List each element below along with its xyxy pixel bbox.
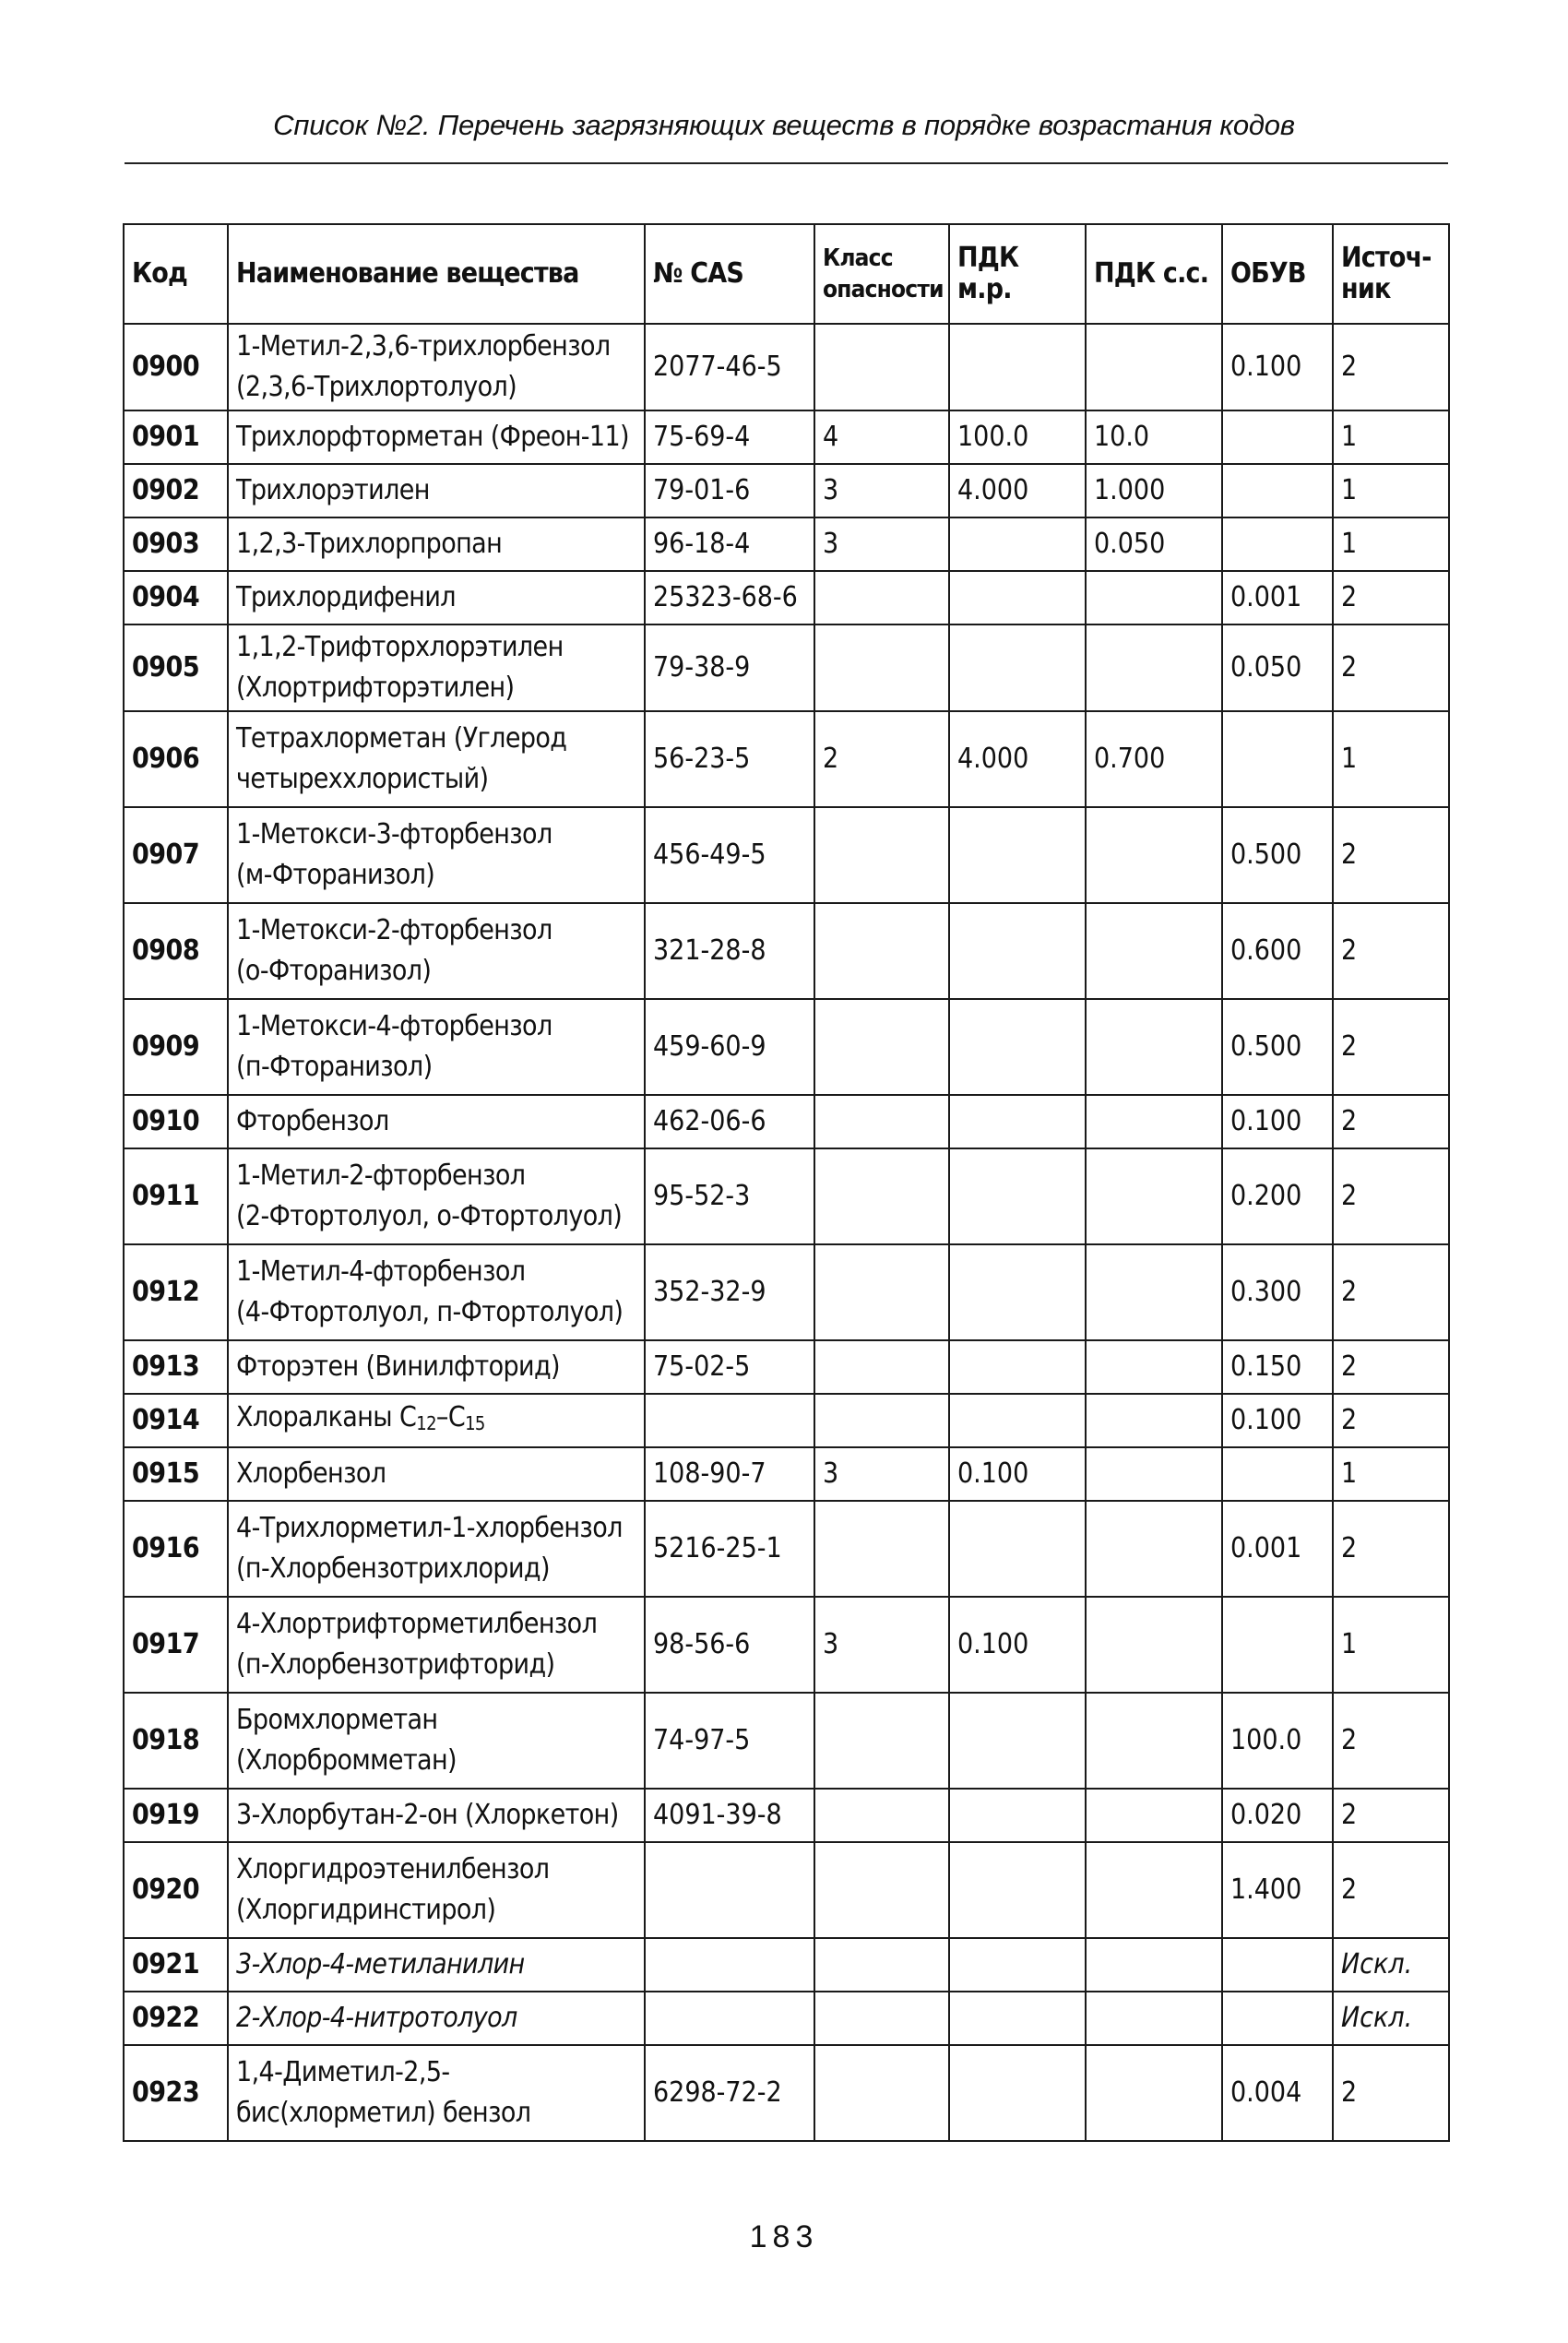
table-row [124,1394,1449,1447]
table-row [124,410,1449,464]
cell-name [228,1244,645,1340]
cell-obuv: 0.020 [1222,1789,1333,1842]
name-line2: (Хлорбромметан) [236,1744,457,1777]
table-header-row [124,224,1449,324]
cell-code: 0912 [124,1244,228,1340]
cell-hazard-class [814,1394,949,1447]
cell-source: 2 [1333,1842,1449,1938]
subscript: 12 [416,1412,436,1434]
cell-name [228,517,645,571]
cell-name [228,1992,645,2045]
cell-pdk-mr [949,324,1086,410]
header-hazard-class-line1: Класс [823,244,893,272]
header-hazard-class-line2: опасности [823,276,944,303]
cell-source: 2 [1333,1148,1449,1244]
cell-pdk-mr [949,1992,1086,2045]
cell-pdk-mr [949,1501,1086,1597]
table-row [124,903,1449,999]
cell-cas: 75-02-5 [645,1340,814,1394]
cell-pdk-ss [1086,1095,1222,1148]
name-line1: Трихлордифенил [236,581,456,613]
table-row [124,624,1449,711]
name-line2: четыреххлористый) [236,763,489,795]
cell-cas: 459-60-9 [645,999,814,1095]
header-obuv: ОБУВ [1222,224,1333,324]
header-rule [125,162,1448,164]
name-line1: 2-Хлор-4-нитротолуол [236,2002,517,2034]
cell-pdk-mr: 0.100 [949,1447,1086,1501]
cell-pdk-ss [1086,1148,1222,1244]
table-row [124,517,1449,571]
name-line2: (м-Фторанизол) [236,859,435,891]
cell-pdk-ss: 1.000 [1086,464,1222,517]
cell-name [228,807,645,903]
cell-cas: 96-18-4 [645,517,814,571]
cell-cas: 25323-68-6 [645,571,814,624]
cell-name [228,1842,645,1938]
cell-name [228,1447,645,1501]
cell-source: 1 [1333,517,1449,571]
cell-source: 1 [1333,1447,1449,1501]
cell-name [228,1789,645,1842]
cell-obuv: 0.050 [1222,624,1333,711]
name-line1: 1-Метил-2,3,6-трихлорбензол [236,330,611,363]
cell-code: 0914 [124,1394,228,1447]
cell-source: Искл. [1333,1938,1449,1992]
cell-source: 2 [1333,1693,1449,1789]
cell-cas: 4091-39-8 [645,1789,814,1842]
cell-obuv [1222,1992,1333,2045]
cell-obuv: 0.100 [1222,1394,1333,1447]
name-line2: (Хлоргидринстирол) [236,1894,496,1926]
cell-pdk-mr [949,624,1086,711]
cell-name [228,1597,645,1693]
cell-cas: 456-49-5 [645,807,814,903]
cell-code: 0900 [124,324,228,410]
name-line1: 4-Хлортрифторметилбензол [236,1608,598,1640]
cell-pdk-ss [1086,1501,1222,1597]
header-pdk-ss: ПДК с.с. [1086,224,1222,324]
cell-pdk-mr [949,1148,1086,1244]
cell-code: 0920 [124,1842,228,1938]
cell-source: 2 [1333,1095,1449,1148]
cell-code: 0917 [124,1597,228,1693]
cell-obuv [1222,410,1333,464]
cell-obuv: 0.500 [1222,999,1333,1095]
cell-cas: 74-97-5 [645,1693,814,1789]
cell-source: 2 [1333,624,1449,711]
name-line1 [236,1397,636,1444]
table-row [124,807,1449,903]
cell-source: 2 [1333,1501,1449,1597]
cell-obuv: 1.400 [1222,1842,1333,1938]
cell-name [228,1693,645,1789]
cell-name [228,999,645,1095]
cell-hazard-class [814,1095,949,1148]
cell-code: 0923 [124,2045,228,2141]
table-row [124,1447,1449,1501]
cell-pdk-mr [949,571,1086,624]
cell-pdk-ss [1086,624,1222,711]
cell-code: 0911 [124,1148,228,1244]
cell-name [228,410,645,464]
cell-pdk-ss [1086,1693,1222,1789]
cell-name [228,903,645,999]
name-line1: Бромхлорметан [236,1704,438,1736]
table-row [124,1340,1449,1394]
cell-pdk-mr [949,1789,1086,1842]
name-line1: 1-Метил-2-фторбензол [236,1160,526,1192]
cell-source: 2 [1333,1789,1449,1842]
table-row [124,1693,1449,1789]
cell-hazard-class [814,1148,949,1244]
cell-pdk-ss [1086,1842,1222,1938]
cell-pdk-mr [949,1340,1086,1394]
cell-cas: 352-32-9 [645,1244,814,1340]
cell-cas: 79-38-9 [645,624,814,711]
name-line2: (о-Фторанизол) [236,955,432,987]
cell-name [228,2045,645,2141]
cell-obuv: 0.500 [1222,807,1333,903]
table-row [124,1148,1449,1244]
cell-hazard-class: 3 [814,464,949,517]
cell-pdk-mr [949,517,1086,571]
table-row [124,1244,1449,1340]
table-row [124,1095,1449,1148]
name-line2: бис(хлорметил) бензол [236,2097,531,2129]
cell-source: 2 [1333,807,1449,903]
name-line2: (2-Фтортолуол, о-Фтортолуол) [236,1200,623,1232]
cell-hazard-class [814,1244,949,1340]
cell-cas: 79-01-6 [645,464,814,517]
table-row [124,571,1449,624]
table-body [124,324,1449,2141]
cell-source: 1 [1333,1597,1449,1693]
cell-pdk-mr [949,1938,1086,1992]
cell-source: 1 [1333,464,1449,517]
page-number: 183 [749,2219,819,2254]
cell-hazard-class: 3 [814,1597,949,1693]
cell-pdk-mr [949,999,1086,1095]
cell-pdk-ss [1086,571,1222,624]
cell-name [228,1148,645,1244]
cell-source: 2 [1333,903,1449,999]
table-row [124,999,1449,1095]
cell-obuv: 0.150 [1222,1340,1333,1394]
cell-cas: 462-06-6 [645,1095,814,1148]
cell-pdk-ss [1086,1394,1222,1447]
header-cas: № CAS [645,224,814,324]
cell-pdk-ss [1086,1244,1222,1340]
cell-name [228,1340,645,1394]
cell-cas: 98-56-6 [645,1597,814,1693]
cell-pdk-ss [1086,1597,1222,1693]
cell-code: 0919 [124,1789,228,1842]
cell-source: Искл. [1333,1992,1449,2045]
table-row [124,324,1449,410]
cell-hazard-class: 3 [814,1447,949,1501]
cell-pdk-mr [949,903,1086,999]
cell-source: 2 [1333,2045,1449,2141]
cell-cas: 56-23-5 [645,711,814,807]
cell-name [228,1095,645,1148]
cell-source: 2 [1333,1244,1449,1340]
name-line1: 4-Трихлорметил-1-хлорбензол [236,1512,623,1544]
cell-pdk-mr: 0.100 [949,1597,1086,1693]
cell-pdk-ss [1086,1938,1222,1992]
header-hazard-class [814,224,949,324]
pollutants-table [123,223,1450,2142]
cell-name [228,624,645,711]
cell-hazard-class: 4 [814,410,949,464]
cell-code: 0904 [124,571,228,624]
name-line1: Фторэтен (Винилфторид) [236,1350,560,1383]
cell-pdk-ss: 10.0 [1086,410,1222,464]
name-text: Хлоралканы С [236,1401,417,1433]
cell-obuv: 0.001 [1222,571,1333,624]
table-row [124,1597,1449,1693]
cell-name [228,711,645,807]
cell-cas: 95-52-3 [645,1148,814,1244]
table-row [124,1501,1449,1597]
cell-hazard-class [814,2045,949,2141]
cell-hazard-class [814,1992,949,2045]
header-name: Наименование вещества [228,224,645,324]
cell-hazard-class [814,999,949,1095]
header-pdk-mr: ПДК м.р. [949,224,1086,324]
table-row [124,2045,1449,2141]
cell-cas [645,1938,814,1992]
cell-pdk-mr: 100.0 [949,410,1086,464]
cell-obuv: 0.001 [1222,1501,1333,1597]
cell-name [228,1938,645,1992]
cell-code: 0906 [124,711,228,807]
cell-name [228,571,645,624]
cell-source: 1 [1333,711,1449,807]
name-line2: (4-Фтортолуол, п-Фтортолуол) [236,1296,624,1328]
cell-code: 0922 [124,1992,228,2045]
cell-pdk-ss: 0.050 [1086,517,1222,571]
name-line2: (2,3,6-Трихлортолуол) [236,371,517,403]
cell-cas [645,1842,814,1938]
name-line1: 1-Метокси-4-фторбензол [236,1010,552,1042]
name-text: –С [435,1401,466,1433]
name-line2: (п-Хлорбензотрихлорид) [236,1552,550,1585]
cell-name [228,1394,645,1447]
cell-pdk-ss [1086,903,1222,999]
cell-code: 0916 [124,1501,228,1597]
cell-pdk-ss [1086,807,1222,903]
cell-hazard-class [814,807,949,903]
cell-code: 0902 [124,464,228,517]
name-line2: (п-Хлорбензотрифторид) [236,1648,555,1681]
cell-name [228,464,645,517]
cell-source: 1 [1333,410,1449,464]
name-line1: Трихлорфторметан (Фреон-11) [236,421,629,453]
cell-pdk-mr [949,1244,1086,1340]
cell-pdk-mr [949,807,1086,903]
subscript: 15 [465,1412,485,1434]
cell-pdk-ss [1086,999,1222,1095]
cell-pdk-mr [949,1693,1086,1789]
cell-name [228,324,645,410]
cell-obuv: 0.004 [1222,2045,1333,2141]
cell-hazard-class [814,1842,949,1938]
cell-hazard-class [814,903,949,999]
cell-obuv [1222,1447,1333,1501]
cell-pdk-ss [1086,1789,1222,1842]
table-row [124,1842,1449,1938]
cell-pdk-mr: 4.000 [949,711,1086,807]
cell-code: 0907 [124,807,228,903]
cell-pdk-ss [1086,324,1222,410]
cell-cas: 108-90-7 [645,1447,814,1501]
name-line1: 1,2,3-Трихлорпропан [236,528,503,560]
cell-cas [645,1992,814,2045]
cell-pdk-mr [949,2045,1086,2141]
cell-hazard-class [814,1789,949,1842]
cell-obuv [1222,1597,1333,1693]
table-row [124,1938,1449,1992]
cell-source: 2 [1333,999,1449,1095]
cell-obuv [1222,464,1333,517]
cell-hazard-class [814,571,949,624]
cell-cas: 2077-46-5 [645,324,814,410]
table-row [124,711,1449,807]
cell-pdk-mr: 4.000 [949,464,1086,517]
cell-code: 0908 [124,903,228,999]
table-row [124,1789,1449,1842]
cell-hazard-class [814,324,949,410]
name-line2: (Хлортрифторэтилен) [236,672,515,704]
name-line2: (п-Фторанизол) [236,1051,433,1083]
cell-pdk-mr [949,1394,1086,1447]
cell-hazard-class [814,1501,949,1597]
name-line1: Фторбензол [236,1105,389,1137]
cell-obuv: 0.100 [1222,324,1333,410]
cell-cas: 75-69-4 [645,410,814,464]
cell-code: 0918 [124,1693,228,1789]
name-line1: 1-Метил-4-фторбензол [236,1255,526,1288]
cell-pdk-ss [1086,1992,1222,2045]
cell-obuv: 0.200 [1222,1148,1333,1244]
cell-cas: 5216-25-1 [645,1501,814,1597]
running-head: Список №2. Перечень загрязняющих веществ в порядке возрастания кодов [273,109,1295,141]
cell-pdk-ss [1086,1447,1222,1501]
cell-cas: 6298-72-2 [645,2045,814,2141]
table-row [124,1992,1449,2045]
cell-obuv: 0.300 [1222,1244,1333,1340]
header-source-line2: ник [1341,273,1391,305]
header-source [1333,224,1449,324]
cell-pdk-ss: 0.700 [1086,711,1222,807]
cell-pdk-ss [1086,1340,1222,1394]
cell-hazard-class [814,1938,949,1992]
header-source-line1: Источ- [1341,242,1431,274]
cell-obuv [1222,517,1333,571]
cell-name [228,1501,645,1597]
cell-source: 2 [1333,571,1449,624]
name-line1: 1-Метокси-2-фторбензол [236,914,552,946]
name-line1: Хлоргидроэтенилбензол [236,1853,550,1885]
cell-code: 0903 [124,517,228,571]
table-row [124,464,1449,517]
header-code: Код [124,224,228,324]
cell-source: 2 [1333,324,1449,410]
cell-cas: 321-28-8 [645,903,814,999]
name-line1: Хлорбензол [236,1457,386,1490]
cell-code: 0910 [124,1095,228,1148]
cell-obuv: 100.0 [1222,1693,1333,1789]
cell-source: 2 [1333,1340,1449,1394]
cell-hazard-class [814,1340,949,1394]
name-line1: Тетрахлорметан (Углерод [236,722,567,755]
cell-source: 2 [1333,1394,1449,1447]
name-line1: 3-Хлор-4-метиланилин [236,1948,525,1980]
name-line1: Трихлорэтилен [236,474,430,506]
cell-pdk-ss [1086,2045,1222,2141]
cell-code: 0909 [124,999,228,1095]
cell-hazard-class: 2 [814,711,949,807]
cell-cas [645,1394,814,1447]
cell-pdk-mr [949,1842,1086,1938]
cell-hazard-class [814,624,949,711]
name-line1: 1,4-Диметил-2,5- [236,2056,450,2088]
cell-hazard-class: 3 [814,517,949,571]
cell-code: 0901 [124,410,228,464]
cell-obuv: 0.600 [1222,903,1333,999]
cell-pdk-mr [949,1095,1086,1148]
cell-code: 0921 [124,1938,228,1992]
cell-code: 0915 [124,1447,228,1501]
name-line1: 1-Метокси-3-фторбензол [236,818,552,850]
name-line1: 3-Хлорбутан-2-он (Хлоркетон) [236,1799,619,1831]
cell-code: 0905 [124,624,228,711]
cell-hazard-class [814,1693,949,1789]
cell-code: 0913 [124,1340,228,1394]
name-line1: 1,1,2-Трифторхлорэтилен [236,631,564,663]
cell-obuv: 0.100 [1222,1095,1333,1148]
cell-obuv [1222,711,1333,807]
cell-obuv [1222,1938,1333,1992]
